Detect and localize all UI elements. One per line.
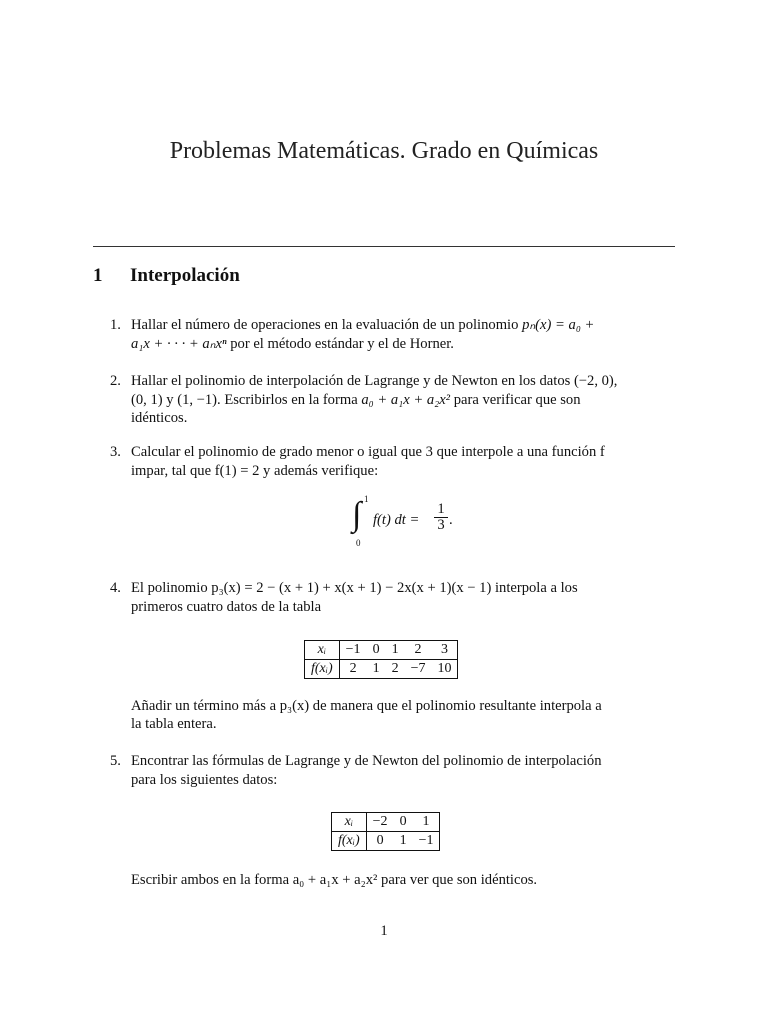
fraction-denominator: 3 bbox=[437, 517, 445, 533]
table-cell: 10 bbox=[437, 661, 452, 676]
problem-text-line: primeros cuatro datos de la tabla bbox=[131, 599, 322, 615]
data-table-2 bbox=[331, 812, 440, 851]
problem-text-line: Calcular el polinomio de grado menor o igual que 3 que interpole a una función f bbox=[131, 444, 605, 460]
problem-text-line: El polinomio p₃(x) = 2 − (x + 1) + x(x + 1) − 2x(x + 1)(x − 1) interpola a los bbox=[131, 580, 578, 596]
table-row-f bbox=[305, 660, 458, 679]
problem-text-line: Escribir ambos en la forma a₀ + a₁x + a₂x² para ver que son idénticos. bbox=[131, 872, 538, 888]
problem-number: 2. bbox=[110, 373, 121, 389]
text-fragment: Hallar el número de operaciones en la evaluación de un polinomio bbox=[131, 317, 523, 333]
fraction-numerator: 1 bbox=[434, 502, 448, 518]
problem-text-line: idénticos. bbox=[131, 410, 188, 426]
table-cell: 1 bbox=[386, 641, 405, 660]
problem-number: 5. bbox=[110, 753, 121, 769]
problem-number: 3. bbox=[110, 444, 121, 460]
problem-text-line: para los siguientes datos: bbox=[131, 772, 278, 788]
table-cell: 3 bbox=[431, 641, 458, 660]
problem-text-line: Añadir un término más a p₃(x) de manera que el polinomio resultante interpola a bbox=[131, 698, 602, 714]
table-cell: −2 bbox=[366, 813, 393, 832]
section-heading bbox=[93, 265, 240, 287]
table-cell: 1 bbox=[372, 661, 380, 676]
table-header-cell: xᵢ bbox=[332, 813, 367, 832]
problem-text-line: Encontrar las fórmulas de Lagrange y de Newton del polinomio de interpolación bbox=[131, 753, 602, 769]
table-cell: 0 bbox=[367, 641, 386, 660]
problem-text-line bbox=[131, 316, 675, 334]
table-row-x bbox=[305, 641, 458, 660]
table-cell: 1 bbox=[413, 813, 440, 832]
table-cell: 0 bbox=[376, 833, 384, 848]
section-title: Interpolación bbox=[130, 265, 240, 286]
table-cell: −1 bbox=[418, 833, 434, 848]
problem-number: 1. bbox=[110, 317, 121, 333]
table-cell: 2 bbox=[349, 661, 357, 676]
problem-text-line: impar, tal que f(1) = 2 y además verifique: bbox=[131, 463, 379, 479]
table-row-x bbox=[332, 813, 440, 832]
horizontal-rule bbox=[93, 246, 675, 247]
problem-number: 4. bbox=[110, 580, 121, 596]
fraction bbox=[434, 502, 448, 533]
math-expression: a₁x + · · · + aₙxⁿ bbox=[131, 336, 227, 352]
integral-lower-limit: 0 bbox=[356, 538, 361, 548]
integral-sign: ∫ bbox=[352, 496, 362, 533]
document-title: Problemas Matemáticas. Grado en Químicas bbox=[169, 138, 599, 164]
table-cell: 2 bbox=[405, 641, 432, 660]
math-expression: pₙ(x) = a₀ + bbox=[522, 317, 595, 333]
problem-text-line: Hallar el polinomio de interpolación de Lagrange y de Newton en los datos (−2, 0), bbox=[131, 373, 618, 389]
text-fragment: (0, 1) y (1, −1). Escribirlos en la forma bbox=[131, 392, 362, 408]
table-cell: 2 bbox=[391, 661, 399, 676]
section-number: 1 bbox=[93, 265, 103, 286]
problem-text-line bbox=[131, 391, 675, 409]
table-row-f bbox=[332, 832, 440, 851]
integrand: f(t) dt = bbox=[373, 512, 420, 528]
table-cell: −7 bbox=[410, 661, 426, 676]
math-expression: a₀ + a₁x + a₂x² bbox=[361, 392, 451, 408]
problem-text-line: la tabla entera. bbox=[131, 716, 217, 732]
table-header-cell: f(xᵢ) bbox=[305, 660, 340, 679]
period: . bbox=[449, 512, 453, 528]
table-cell: 0 bbox=[394, 813, 413, 832]
integral-upper-limit: 1 bbox=[364, 494, 369, 504]
table-cell: −1 bbox=[339, 641, 366, 660]
integral-equation bbox=[340, 494, 480, 550]
table-cell: 1 bbox=[399, 833, 407, 848]
page-number: 1 bbox=[380, 923, 388, 939]
table-header-cell: f(xᵢ) bbox=[332, 832, 367, 851]
text-fragment: para verificar que son bbox=[450, 392, 581, 408]
table-header-cell: xᵢ bbox=[305, 641, 340, 660]
data-table-1 bbox=[304, 640, 458, 679]
text-fragment: por el método estándar y el de Horner. bbox=[226, 336, 454, 352]
problem-text-line bbox=[131, 335, 675, 353]
